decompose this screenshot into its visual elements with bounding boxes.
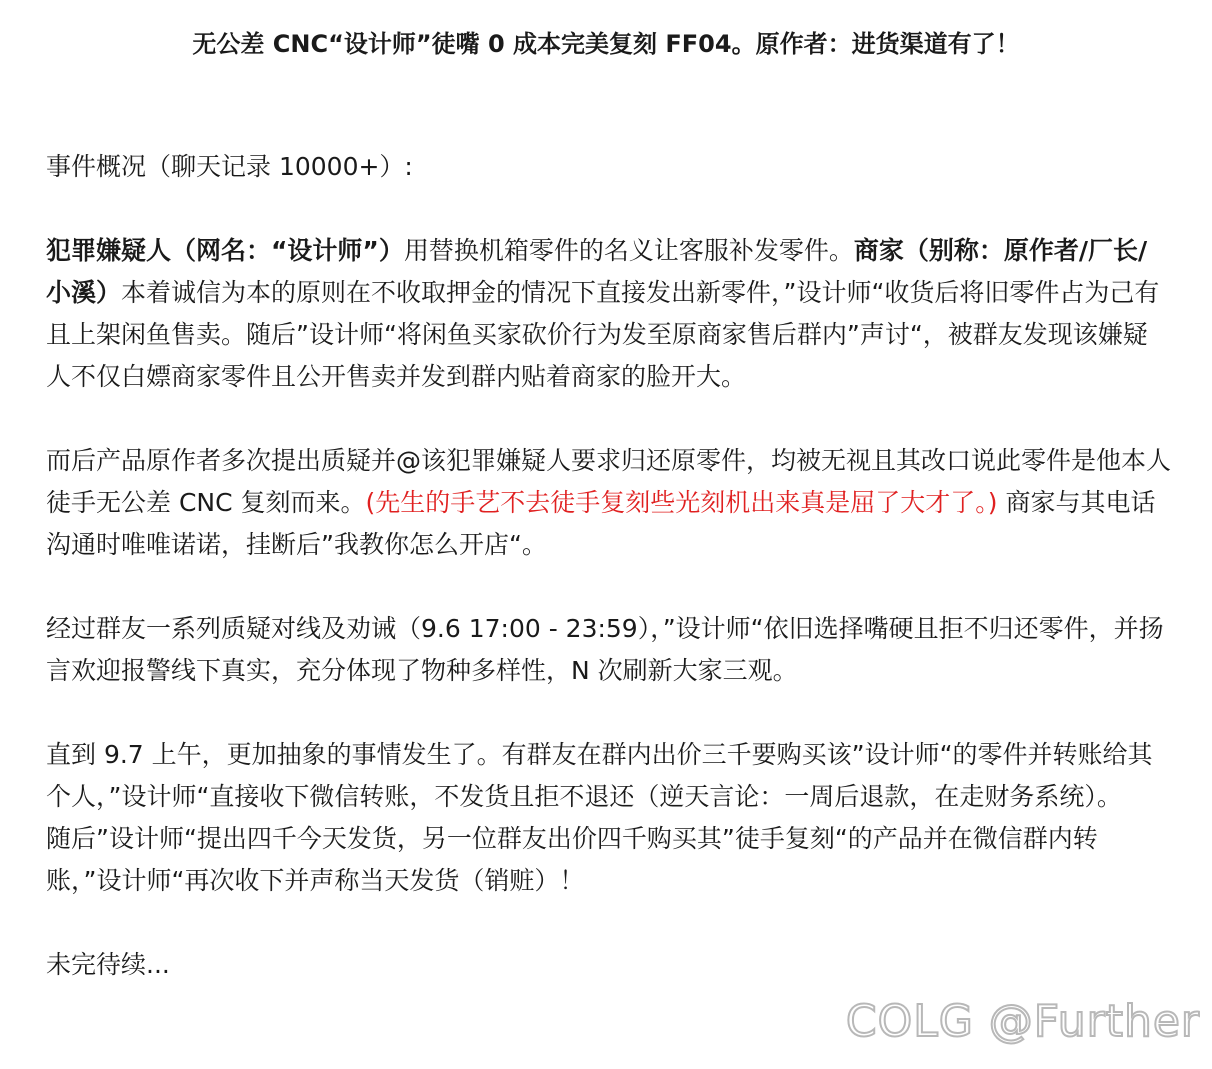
paragraph-group-debate: 经过群友一系列质疑对线及劝诫（9.6 17:00 - 23:59），”设计师“依旧选择嘴硬且拒不归还零件，并扬言欢迎报警线下真实，充分体现了物种多样性，N 次刷新大家三观。 bbox=[46, 614, 1164, 685]
phone-call-text: 商家与其电话沟通时唯唯诺诺，挂断后”我教你怎么开店“。 bbox=[46, 488, 1156, 559]
paragraph-transfer-second: 随后”设计师“提出四千今天发货，另一位群友出价四千购买其”徒手复刻“的产品并在微信群内转账，”设计师“再次收下并声称当天发货（销赃）！ bbox=[46, 824, 1098, 895]
watermark-logo: COLG @Further bbox=[845, 996, 1200, 1047]
paragraph-author-questions bbox=[46, 440, 1171, 566]
paragraph-suspect bbox=[46, 230, 1171, 398]
to-be-continued: 未完待续... bbox=[46, 950, 170, 979]
author-text: 而后产品原作者多次提出质疑并@该犯罪嫌疑人要求归还原零件，均被无视且其改口说此零件是他本人徒手无公差 CNC 复刻而来。 bbox=[46, 446, 1172, 517]
paragraph-gap bbox=[46, 566, 1171, 608]
suspect-label: 犯罪嫌疑人（网名：“设计师”） bbox=[46, 236, 404, 265]
merchant-text: 本着诚信为本的原则在不收取押金的情况下直接发出新零件，”设计师“收货后将旧零件占为己有且上架闲鱼售卖。随后”设计师“将闲鱼买家砍价行为发至原商家售后群内”声讨“，被群友发现该嫌疑人不仅白嫖商家零件且公开售卖并发到群内贴着商家的脸开大。 bbox=[46, 278, 1160, 391]
suspect-text: 用替换机箱零件的名义让客服补发零件。 bbox=[403, 236, 854, 265]
paragraph-gap bbox=[46, 902, 1171, 944]
merchant-label: 商家（别称：原作者/厂长/小溪） bbox=[46, 236, 1148, 307]
paragraph-transfer-first: 直到 9.7 上午，更加抽象的事情发生了。有群友在群内出价三千要购买该”设计师“的零件并转账给其个人，”设计师“直接收下微信转账，不发货且拒不退还（逆天言论：一周后退款，在走财务系统）。 bbox=[46, 740, 1153, 811]
article-title: 无公差 CNC“设计师”徒嘴 0 成本完美复刻 FF04。原作者：进货渠道有了！ bbox=[192, 30, 1020, 58]
article-body bbox=[46, 146, 1171, 986]
paragraph-gap bbox=[46, 692, 1171, 734]
paragraph-gap bbox=[46, 188, 1171, 230]
paragraph-gap bbox=[46, 398, 1171, 440]
overview-heading: 事件概况（聊天记录 10000+）: bbox=[46, 152, 413, 181]
sarcastic-remark: (先生的手艺不去徒手复刻些光刻机出来真是屈了大才了。) bbox=[365, 488, 998, 517]
